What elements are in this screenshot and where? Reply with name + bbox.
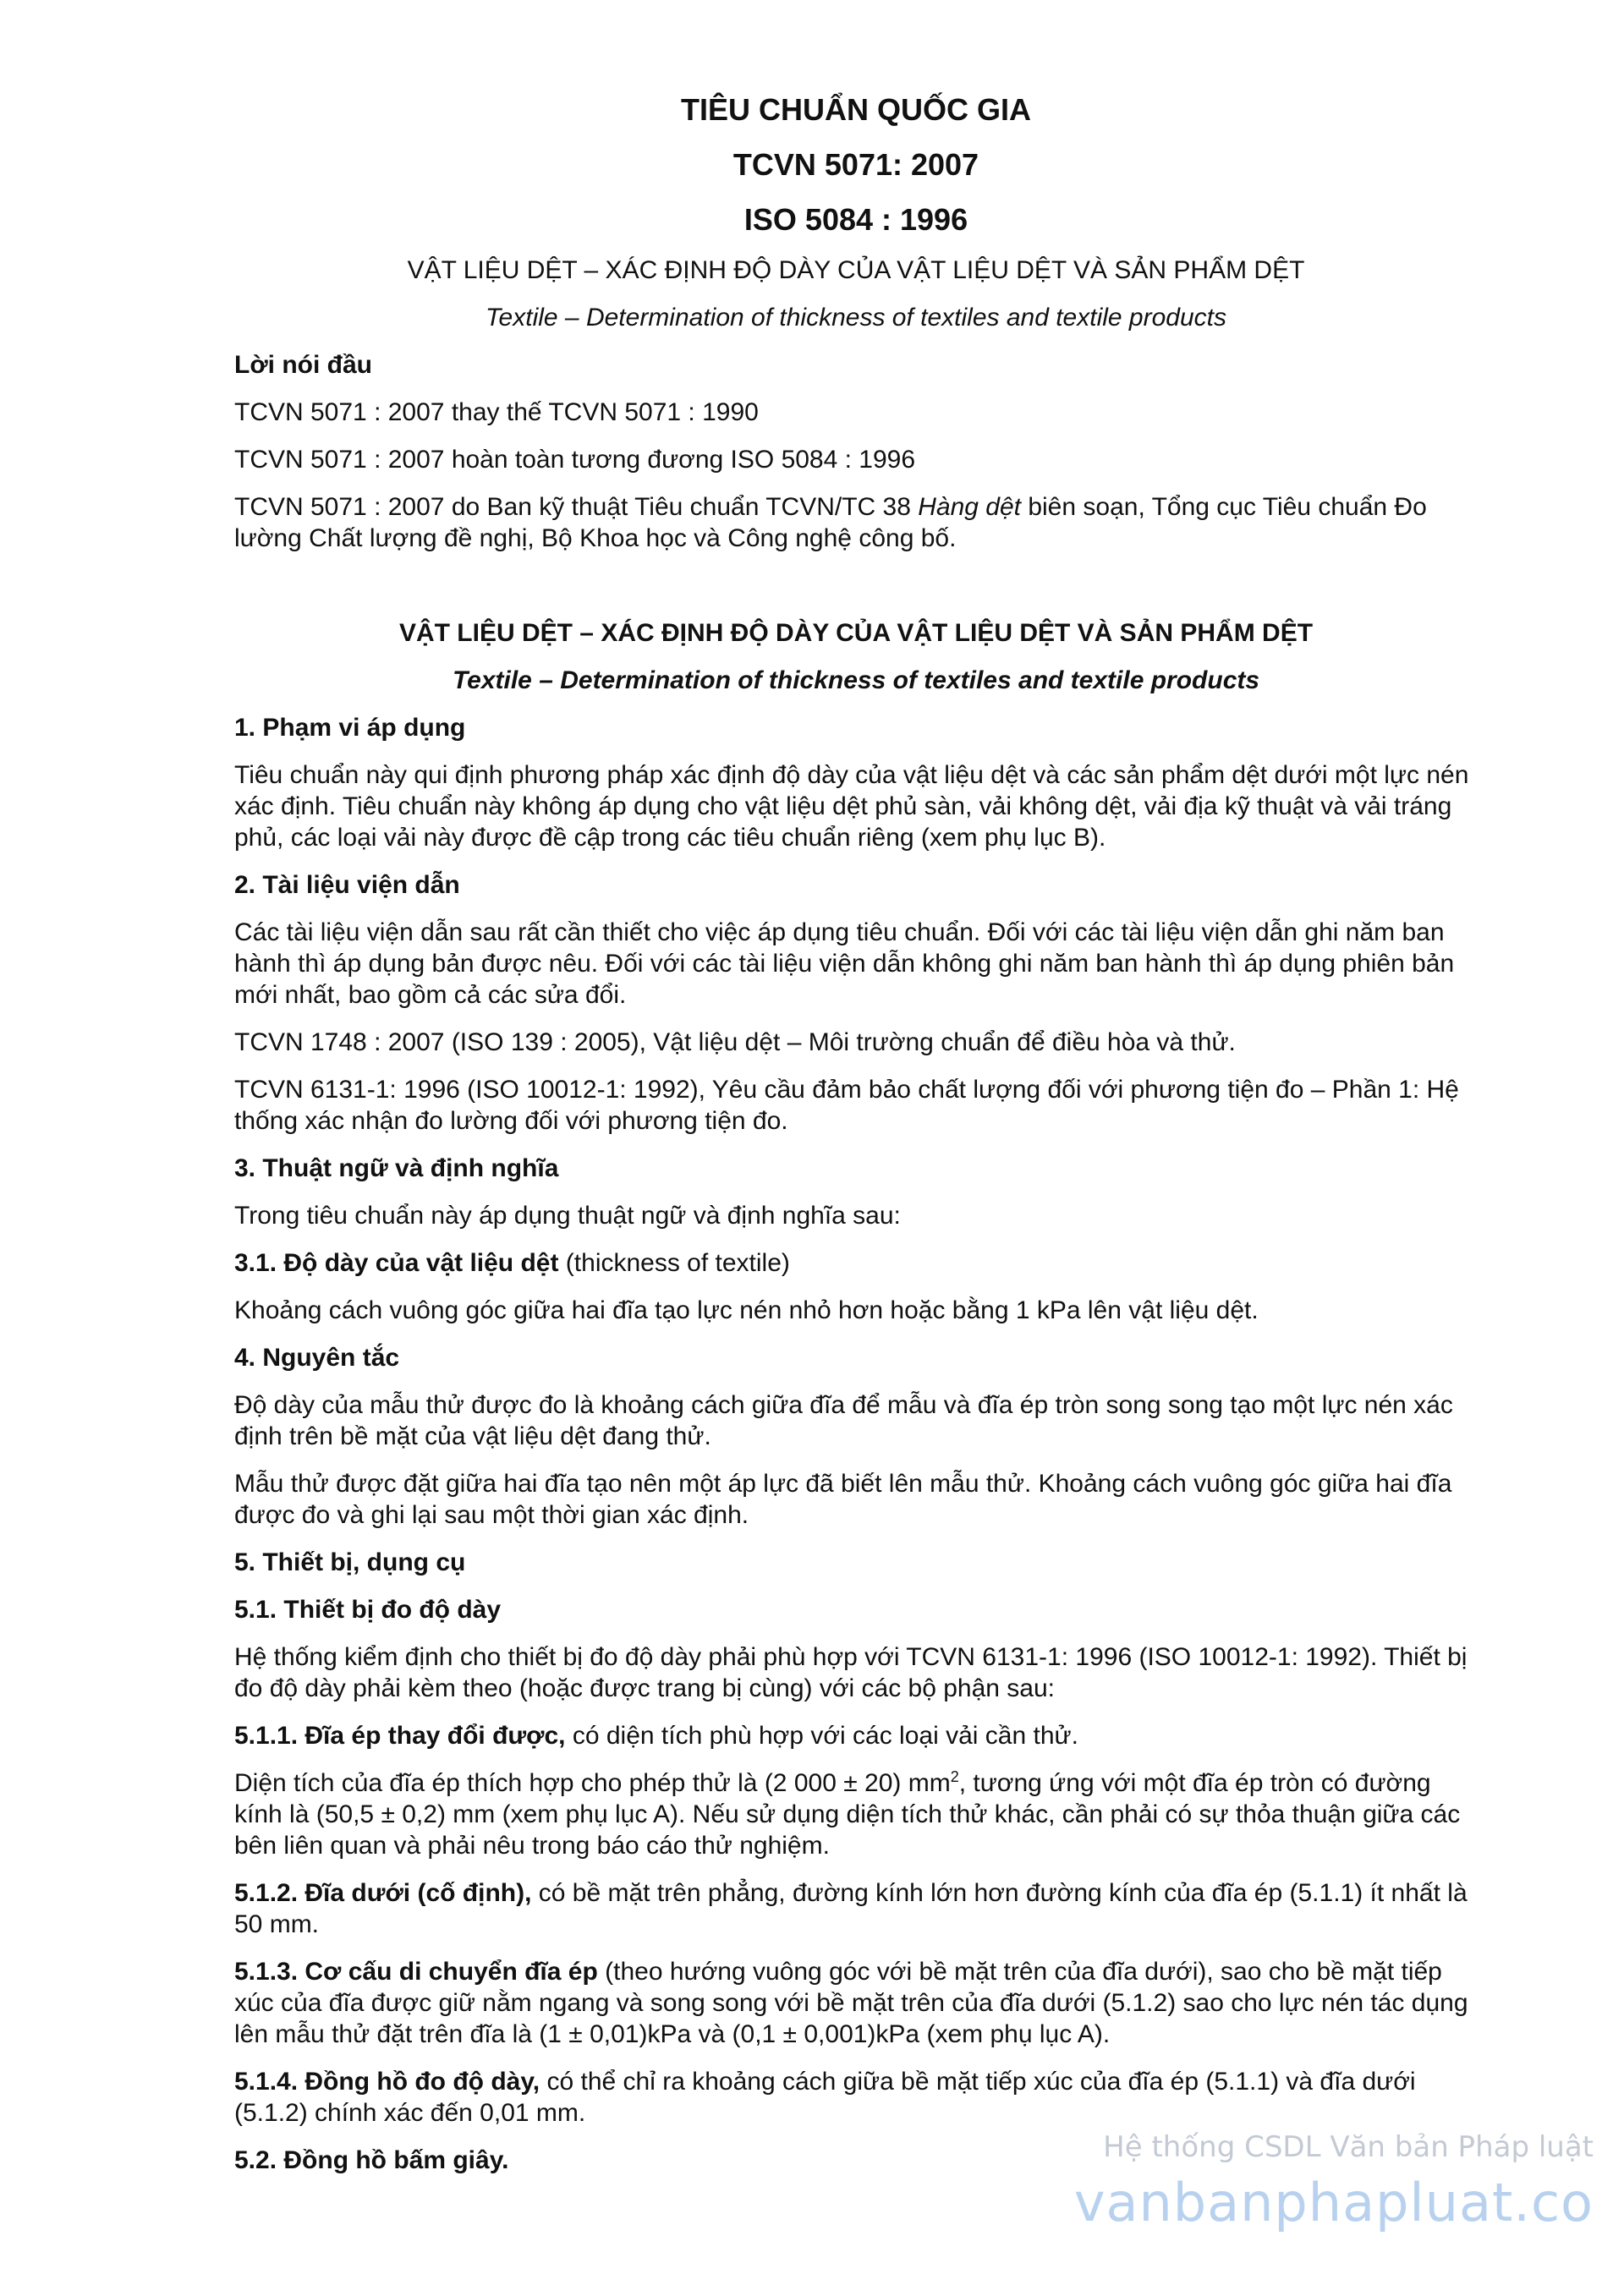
clause-5-1-3: 5.1.3. Cơ cấu di chuyển đĩa ép (theo hướng vuông góc với bề mặt trên của đĩa dưới), sao cho bề mặt tiếp xúc của đĩa được giữ nằm ngang và song song với bề mặt trên của đĩa dưới (5.1.2) sao cho lực nén tác dụng lên mẫu thử đặt trên đĩa là (1 ± 0,01)kPa và (0,1 ± 0,001)kPa (xem phụ lục A).	[234, 1958, 1468, 2048]
standard-code: TCVN 5071: 2007	[732, 147, 979, 182]
section-paragraph: Tiêu chuẩn này qui định phương pháp xác định độ dày của vật liệu dệt và các sản phẩm dệt dưới một lực nén xác định. Tiêu chuẩn này không áp dụng cho vật liệu dệt phủ sàn, vải không dệt, vải địa kỹ thuật và vải tráng phủ, các loại vải này được đề cập trong các tiêu chuẩn riêng (xem phụ lục B).	[234, 761, 1469, 852]
term-definition: 3.1. Độ dày của vật liệu dệt (thickness of textile)	[234, 1249, 790, 1277]
document-page	[234, 91, 1478, 2192]
foreword-heading: Lời nói đầu	[234, 351, 372, 379]
foreword-paragraph: TCVN 5071 : 2007 hoàn toàn tương đương ISO 5084 : 1996	[234, 446, 916, 474]
clause-5-1-2: 5.1.2. Đĩa dưới (cố định), có bề mặt trên phẳng, đường kính lớn hơn đường kính của đĩa ép (5.1.1) ít nhất là 50 mm.	[234, 1879, 1468, 1938]
watermark-site: vanbanphapluat.co	[1073, 2172, 1594, 2233]
foreword-paragraph: TCVN 5071 : 2007 thay thế TCVN 5071 : 1990	[234, 398, 759, 426]
section-heading: 1. Phạm vi áp dụng	[234, 714, 466, 742]
foreword-paragraph: TCVN 5071 : 2007 do Ban kỹ thuật Tiêu chuẩn TCVN/TC 38 Hàng dệt biên soạn, Tổng cục Tiêu chuẩn Đo lường Chất lượng đề nghị, Bộ Khoa học và Công nghệ công bố.	[234, 493, 1427, 552]
clause-5-1-4: 5.1.4. Đồng hồ đo độ dày, có thể chỉ ra khoảng cách giữa bề mặt tiếp xúc của đĩa ép (5.1.1) và đĩa dưới (5.1.2) chính xác đến 0,01 mm.	[234, 2068, 1416, 2127]
section-heading: 4. Nguyên tắc	[234, 1344, 400, 1372]
clause-5-1-1: 5.1.1. Đĩa ép thay đổi được, có diện tích phù hợp với các loại vải cần thử.	[234, 1722, 1078, 1750]
section-paragraph: Khoảng cách vuông góc giữa hai đĩa tạo lực nén nhỏ hơn hoặc bằng 1 kPa lên vật liệu dệt.	[234, 1296, 1259, 1324]
section-paragraph: Diện tích của đĩa ép thích hợp cho phép thử là (2 000 ± 20) $mm^2$, tương ứng với một đĩa ép tròn có đường kính là (50,5 ± 0,2) mm (xem phụ lục A). Nếu sử dụng diện tích thử khác, cần phải có sự thỏa thuận giữa các bên liên quan và phải nêu trong báo cáo thử nghiệm.	[234, 1768, 1461, 1860]
section-heading: 2. Tài liệu viện dẫn	[234, 871, 460, 899]
section-paragraph: Các tài liệu viện dẫn sau rất cần thiết cho việc áp dụng tiêu chuẩn. Đối với các tài liệu viện dẫn ghi năm ban hành thì áp dụng bản được nêu. Đối với các tài liệu viện dẫn không ghi năm ban hành thì áp dụng phiên bản mới nhất, bao gồm cả các sửa đổi.	[234, 918, 1455, 1009]
section-paragraph: Mẫu thử được đặt giữa hai đĩa tạo nên một áp lực đã biết lên mẫu thử. Khoảng cách vuông góc giữa hai đĩa được đo và ghi lại sau một thời gian xác định.	[234, 1470, 1452, 1529]
section-heading: 3. Thuật ngữ và định nghĩa	[234, 1154, 559, 1182]
subsection-heading: 5.2. Đồng hồ bấm giây.	[234, 2146, 509, 2174]
body-title: VẬT LIỆU DỆT – XÁC ĐỊNH ĐỘ DÀY CỦA VẬT LIỆU DỆT VÀ SẢN PHẨM DỆT	[398, 619, 1314, 647]
watermark-caption: Hệ thống CSDL Văn bản Pháp luật	[1103, 2130, 1594, 2164]
body-title-english: Textile – Determination of thickness of textiles and textile products	[452, 666, 1260, 694]
iso-code: ISO 5084 : 1996	[743, 202, 968, 237]
section-heading: 5. Thiết bị, dụng cụ	[234, 1548, 466, 1576]
section-paragraph: TCVN 1748 : 2007 (ISO 139 : 2005), Vật liệu dệt – Môi trường chuẩn để điều hòa và thử.	[234, 1028, 1236, 1056]
section-paragraph: TCVN 6131-1: 1996 (ISO 10012-1: 1992), Yêu cầu đảm bảo chất lượng đối với phương tiện đo – Phần 1: Hệ thống xác nhận đo lường đối với phương tiện đo.	[234, 1076, 1459, 1135]
section-paragraph: Hệ thống kiểm định cho thiết bị đo độ dày phải phù hợp với TCVN 6131-1: 1996 (ISO 10012-1: 1992). Thiết bị đo độ dày phải kèm theo (hoặc được trang bị cùng) với các bộ phận sau:	[234, 1643, 1468, 1702]
section-paragraph: Độ dày của mẫu thử được đo là khoảng cách giữa đĩa để mẫu và đĩa ép tròn song song tạo một lực nén xác định trên bề mặt của vật liệu dệt đang thử.	[234, 1391, 1453, 1450]
section-paragraph: Trong tiêu chuẩn này áp dụng thuật ngữ và định nghĩa sau:	[234, 1202, 901, 1230]
subsection-heading: 5.1. Thiết bị đo độ dày	[234, 1596, 502, 1624]
document-subtitle: VẬT LIỆU DỆT – XÁC ĐỊNH ĐỘ DÀY CỦA VẬT LIỆU DỆT VÀ SẢN PHẨM DỆT	[407, 256, 1305, 284]
document-title: TIÊU CHUẨN QUỐC GIA	[681, 92, 1031, 127]
document-subtitle-english: Textile – Determination of thickness of textiles and textile products	[485, 304, 1226, 332]
